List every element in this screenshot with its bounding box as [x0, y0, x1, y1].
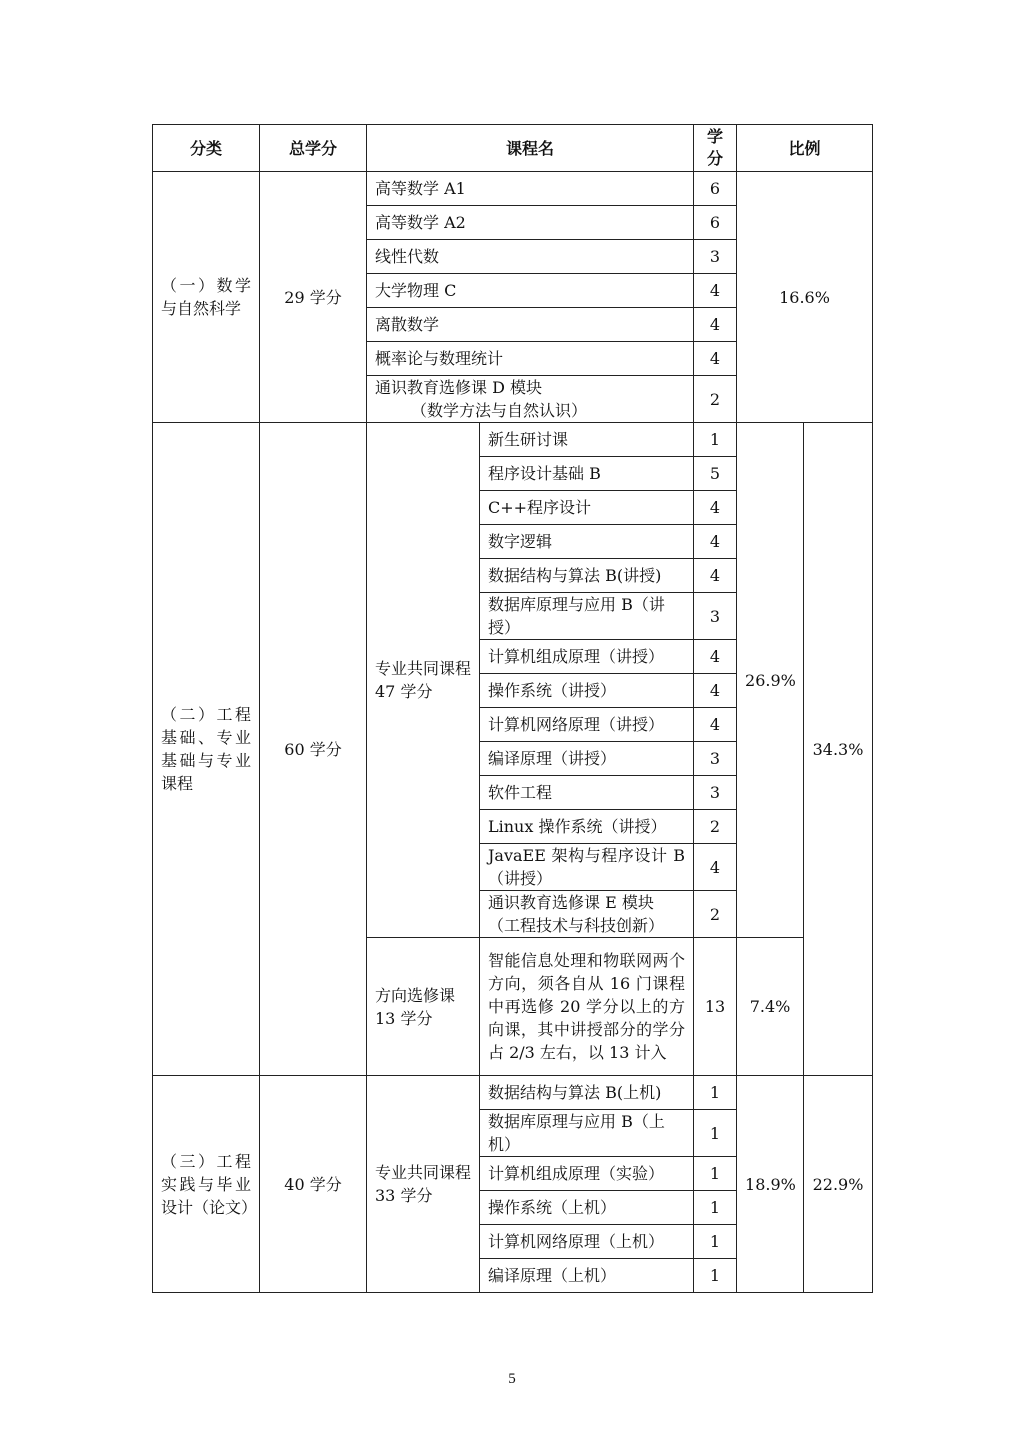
course-name: 编译原理（上机） — [480, 1259, 694, 1293]
course-credits: 2 — [694, 891, 737, 938]
section-1-category: （一）数学与自然科学 — [153, 172, 260, 423]
section-2-category: （二）工程基础、专业基础与专业课程 — [153, 423, 260, 1076]
course-name: 数字逻辑 — [480, 525, 694, 559]
course-name: 新生研讨课 — [480, 423, 694, 457]
course-credits: 3 — [694, 240, 737, 274]
course-credits: 5 — [694, 457, 737, 491]
header-total-credits: 总学分 — [260, 125, 367, 172]
table-row — [153, 1076, 873, 1110]
section-1-ratio: 16.6% — [737, 172, 873, 423]
course-name: 数据库原理与应用 B（上机） — [480, 1110, 694, 1157]
course-name: 概率论与数理统计 — [367, 342, 694, 376]
group-name: 专业共同课程 47 学分 — [367, 423, 480, 938]
course-name: 数据库原理与应用 B（讲授） — [480, 593, 694, 640]
group-name: 方向选修课 13 学分 — [367, 938, 480, 1076]
course-name: 操作系统（讲授） — [480, 674, 694, 708]
course-name: 数据结构与算法 B(上机) — [480, 1076, 694, 1110]
header-category: 分类 — [153, 125, 260, 172]
course-name: 通识教育选修课 D 模块 （数学方法与自然认识） — [367, 376, 694, 423]
course-name: 高等数学 A2 — [367, 206, 694, 240]
course-name: C++程序设计 — [480, 491, 694, 525]
course-name: 通识教育选修课 E 模块 （工程技术与科技创新） — [480, 891, 694, 938]
course-credits: 1 — [694, 1191, 737, 1225]
course-credits: 4 — [694, 274, 737, 308]
section-3-total-credits: 40 学分 — [260, 1076, 367, 1293]
course-credits: 6 — [694, 172, 737, 206]
section-2-ratio: 34.3% — [804, 423, 873, 1076]
table-header-row — [153, 125, 873, 172]
course-credits: 1 — [694, 1076, 737, 1110]
course-name: 计算机组成原理（讲授） — [480, 640, 694, 674]
course-credits: 4 — [694, 674, 737, 708]
course-credits: 4 — [694, 844, 737, 891]
course-credits: 3 — [694, 742, 737, 776]
group-name: 专业共同课程 33 学分 — [367, 1076, 480, 1293]
course-name: 线性代数 — [367, 240, 694, 274]
section-1-total-credits: 29 学分 — [260, 172, 367, 423]
table-row — [153, 172, 873, 206]
course-credits: 2 — [694, 810, 737, 844]
course-name: JavaEE 架构与程序设计 B（讲授） — [480, 844, 694, 891]
course-credits: 3 — [694, 593, 737, 640]
course-credits: 6 — [694, 206, 737, 240]
header-course-name-cell: 课程名 — [367, 125, 694, 172]
course-credits: 4 — [694, 640, 737, 674]
course-name: 智能信息处理和物联网两个方向，须各自从 16 门课程中再选修 20 学分以上的方向课，其中讲授部分的学分占 2/3 左右，以 13 计入 — [480, 938, 694, 1076]
section-3-ratio: 22.9% — [804, 1076, 873, 1293]
page-number: 5 — [508, 1371, 516, 1387]
section-3-category: （三）工程实践与毕业设计（论文） — [153, 1076, 260, 1293]
course-credits: 3 — [694, 776, 737, 810]
course-credits: 4 — [694, 491, 737, 525]
group-ratio: 26.9% — [737, 423, 804, 938]
course-name: 计算机网络原理（上机） — [480, 1225, 694, 1259]
course-credits: 13 — [694, 938, 737, 1076]
course-name: 编译原理（讲授） — [480, 742, 694, 776]
course-name: 数据结构与算法 B(讲授) — [480, 559, 694, 593]
course-credits: 1 — [694, 423, 737, 457]
course-credits: 4 — [694, 559, 737, 593]
group-ratio: 18.9% — [737, 1076, 804, 1293]
course-credits: 2 — [694, 376, 737, 423]
course-credits: 1 — [694, 1225, 737, 1259]
group-ratio: 7.4% — [737, 938, 804, 1076]
course-credits: 1 — [694, 1110, 737, 1157]
course-credits: 4 — [694, 525, 737, 559]
course-name: 操作系统（上机） — [480, 1191, 694, 1225]
course-credits: 4 — [694, 342, 737, 376]
table-row — [153, 423, 873, 457]
course-name: 大学物理 C — [367, 274, 694, 308]
course-credits: 4 — [694, 708, 737, 742]
header-ratio: 比例 — [737, 125, 873, 172]
course-name: 离散数学 — [367, 308, 694, 342]
curriculum-credit-table — [152, 124, 873, 1293]
course-credits: 1 — [694, 1259, 737, 1293]
course-credits: 1 — [694, 1157, 737, 1191]
header-credits: 学分 — [694, 125, 737, 172]
course-name: 软件工程 — [480, 776, 694, 810]
course-name: Linux 操作系统（讲授） — [480, 810, 694, 844]
section-2-total-credits: 60 学分 — [260, 423, 367, 1076]
course-name: 计算机组成原理（实验） — [480, 1157, 694, 1191]
course-credits: 4 — [694, 308, 737, 342]
course-name: 计算机网络原理（讲授） — [480, 708, 694, 742]
course-name: 程序设计基础 B — [480, 457, 694, 491]
course-name: 高等数学 A1 — [367, 172, 694, 206]
